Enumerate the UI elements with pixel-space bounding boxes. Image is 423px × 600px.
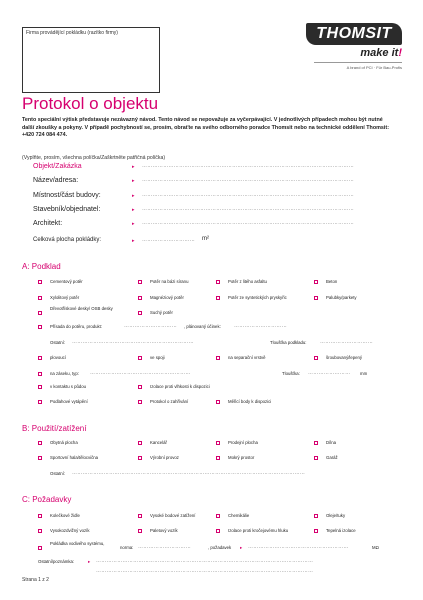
checkbox-retail[interactable] [216, 441, 220, 445]
notes-label: Ostatní/poznámka: [38, 559, 75, 564]
mm-unit: mm [360, 371, 368, 376]
option-label: Dřevotřískové desky/ OSB desky [50, 306, 113, 311]
option-label: ve spoji [150, 355, 165, 360]
requirement-input[interactable]: ………………………………………………… [248, 544, 349, 550]
option-label: Oleje/tuky [326, 513, 346, 518]
option-label: Paletový vozík [150, 528, 178, 533]
area-arrow: ▸ [132, 238, 135, 244]
additive-effect-input[interactable]: ………………………… [234, 323, 287, 329]
checkbox-screwed[interactable] [314, 356, 318, 360]
architect-arrow: ▸ [132, 221, 135, 227]
section-b-heading: B: Použití/zatížení [22, 424, 87, 433]
builder-input[interactable]: ………………………………………………………………………………………………………… [142, 206, 354, 212]
norm-input[interactable]: ………………………… [138, 544, 191, 550]
checkbox-resin[interactable] [216, 296, 220, 300]
option-label: Palubky/parkety [326, 295, 357, 300]
option-label: Mokrý prostor [228, 455, 255, 460]
mohm-unit: MΩ [372, 545, 379, 550]
option-label: Vysoké bodové zatížení [150, 513, 196, 518]
checkbox-floor-heating[interactable] [38, 400, 42, 404]
checkbox-thermal-insulation[interactable] [314, 529, 318, 533]
option-label: Vysokozdvižný vozík [50, 528, 90, 533]
other-label: Ostatní: [50, 340, 66, 345]
logo-subline: A brand of PCI · Für Bau-Profis [346, 65, 402, 70]
substrate-other-input[interactable]: …………………………………………………………… [72, 339, 194, 345]
notes-input-line2[interactable]: …………………………………………………………………………………………………………… [96, 568, 314, 574]
option-label: Izolace proti kročejovému hluku [228, 528, 289, 533]
thickness-label: Tloušťka podkladu: [270, 340, 307, 345]
checkbox-asphalt[interactable] [216, 280, 220, 284]
checkbox-forklift[interactable] [38, 529, 42, 533]
notes-arrow: ▸ [88, 559, 91, 564]
checkbox-production[interactable] [138, 456, 142, 460]
option-label: Chemikálie [228, 513, 250, 518]
area-label: Celková plocha pokládky: [33, 237, 102, 243]
checkbox-xylolite[interactable] [38, 296, 42, 300]
checkbox-pallet-truck[interactable] [138, 529, 142, 533]
option-label: Izolace proti vlhkosti k dispozici [150, 384, 210, 389]
intro-text: Tento speciální výtisk představuje nezávazný návod. Tento návod se nepovažuje za vyčerpávající. V jednotlivých případech mohou být nutné další zkoušky a pokyny. V případě pochybností se, prosím, obraťte na svého odborného poradce Thomsit nebo na technické oddělení Thomsit: +420 724 084 474. [22, 117, 390, 139]
usage-other-input[interactable]: …………………………………………………………………………………………………………………… [72, 470, 306, 476]
logo-brand: THOMSIT [306, 23, 402, 45]
requirement-arrow: ▸ [240, 545, 243, 550]
requirement-label: , požadavek [208, 545, 232, 550]
name-label: Název/adresa: [33, 177, 79, 184]
object-input[interactable]: ………………………………………………………………………………………………………… [142, 163, 354, 169]
usage-other-label: Ostatní: [50, 471, 66, 476]
area-unit: m² [202, 236, 209, 242]
name-arrow: ▸ [132, 178, 135, 184]
stamp-box-label: Firma provádějící pokládku (razítko firmy) [26, 30, 118, 36]
room-arrow: ▸ [132, 193, 135, 199]
checkbox-parquet[interactable] [314, 296, 318, 300]
checkbox-office[interactable] [138, 441, 142, 445]
checkbox-sound-insulation[interactable] [216, 529, 220, 533]
additive-product-input[interactable]: ………………………… [124, 323, 177, 329]
checkbox-concrete[interactable] [314, 280, 318, 284]
fill-instructions: (Vyplňte, prosím, všechna políčka/Zaškrtněte patřičná políčka) [22, 155, 166, 161]
effect-label: , plánovaný účinek: [184, 324, 221, 329]
checkbox-floating[interactable] [38, 356, 42, 360]
option-label: Výrobní provoz [150, 455, 179, 460]
additive-label: Přísada do potěru, produkt: [50, 324, 103, 329]
option-label: Dílna [326, 440, 337, 445]
option-label: Obytná plocha [50, 440, 78, 445]
option-label: Prodejní plocha [228, 440, 258, 445]
object-arrow: ▸ [132, 164, 135, 170]
option-label: Beton [326, 279, 338, 284]
checkbox-bonded[interactable] [138, 356, 142, 360]
notch-thickness-label: Tloušťka: [282, 371, 300, 376]
checkbox-osb[interactable] [38, 311, 42, 315]
thomsit-logo [306, 23, 402, 70]
option-label: Xylolitový potěr [50, 295, 80, 300]
area-input[interactable]: ………………………… [142, 237, 195, 243]
checkbox-sports-hall[interactable] [38, 456, 42, 460]
option-label: Protokol o zahřívání [150, 399, 189, 404]
checkbox-residential[interactable] [38, 441, 42, 445]
option-label: Kancelář [150, 440, 167, 445]
architect-label: Architekt: [33, 220, 63, 227]
notes-input[interactable]: …………………………………………………………………………………………………………… [96, 558, 314, 564]
checkbox-cement[interactable] [38, 280, 42, 284]
checkbox-conductive[interactable] [38, 546, 42, 550]
architect-input[interactable]: ………………………………………………………………………………………………………… [142, 220, 354, 226]
section-c-heading: C: Požadavky [22, 495, 72, 504]
object-label: Objekt/Zakázka [33, 163, 82, 170]
checkbox-castor-chairs[interactable] [38, 514, 42, 518]
checkbox-separation[interactable] [216, 356, 220, 360]
checkbox-moisture-barrier[interactable] [138, 385, 142, 389]
option-label: Tepelná izolace [326, 528, 356, 533]
room-input[interactable]: ………………………………………………………………………………………………………… [142, 192, 354, 198]
notch-label: na záseku, typ: [50, 371, 79, 376]
substrate-thickness-input[interactable]: ………………………… [320, 339, 373, 345]
checkbox-magnesite[interactable] [138, 296, 142, 300]
checkbox-measure-points[interactable] [216, 400, 220, 404]
option-label: v kontaktu s půdou [50, 384, 87, 389]
option-label: Kolečkové židle [50, 513, 80, 518]
checkbox-anhydrite[interactable] [138, 280, 142, 284]
option-label: šroubovaný/lepený [326, 355, 363, 360]
notch-type-input[interactable]: ………………………………………………… [90, 370, 191, 376]
section-a-heading: A: Podklad [22, 262, 61, 271]
checkbox-oils[interactable] [314, 514, 318, 518]
option-label: Cementový potěr [50, 279, 83, 284]
checkbox-notch[interactable] [38, 372, 42, 376]
logo-divider [314, 62, 402, 63]
checkbox-soil-contact[interactable] [38, 385, 42, 389]
builder-arrow: ▸ [132, 207, 135, 213]
checkbox-heating-protocol[interactable] [138, 400, 142, 404]
checkbox-additive[interactable] [38, 325, 42, 329]
option-label: Potěr z litého asfaltu [228, 279, 267, 284]
option-label: Měřicí body k dispozici [228, 399, 272, 404]
checkbox-dry-screed[interactable] [138, 311, 142, 315]
option-label: Garáž [326, 455, 338, 460]
page-number: Strana 1 z 2 [22, 577, 49, 583]
notch-thickness-input[interactable]: …………………… [308, 370, 351, 376]
name-input[interactable]: ………………………………………………………………………………………………………… [142, 177, 354, 183]
checkbox-point-load[interactable] [138, 514, 142, 518]
option-label: Potěr ze syntetických pryskyřic [228, 295, 287, 300]
option-label: Suchý potěr [150, 310, 173, 315]
page-title: Protokol o objektu [22, 94, 159, 113]
checkbox-workshop[interactable] [314, 441, 318, 445]
builder-label: Stavebník/objednatel: [33, 206, 101, 213]
option-label: Magnéziový potěr [150, 295, 184, 300]
option-label: plovoucí [50, 355, 67, 360]
company-stamp-box[interactable] [22, 27, 160, 93]
room-label: Místnost/část budovy: [33, 192, 101, 199]
conductive-label: Pokládka vodivého systému, [50, 541, 105, 546]
logo-tagline: make it! [360, 47, 402, 59]
option-label: Podlahové vytápění [50, 399, 88, 404]
checkbox-chemicals[interactable] [216, 514, 220, 518]
option-label: Potěr na bázi síranu [150, 279, 189, 284]
norm-label: norma: [120, 545, 134, 550]
option-label: Sportovní hala/tělocvična [50, 455, 99, 460]
checkbox-wet-room[interactable] [216, 456, 220, 460]
option-label: na separační vrstvě [228, 355, 266, 360]
checkbox-garage[interactable] [314, 456, 318, 460]
